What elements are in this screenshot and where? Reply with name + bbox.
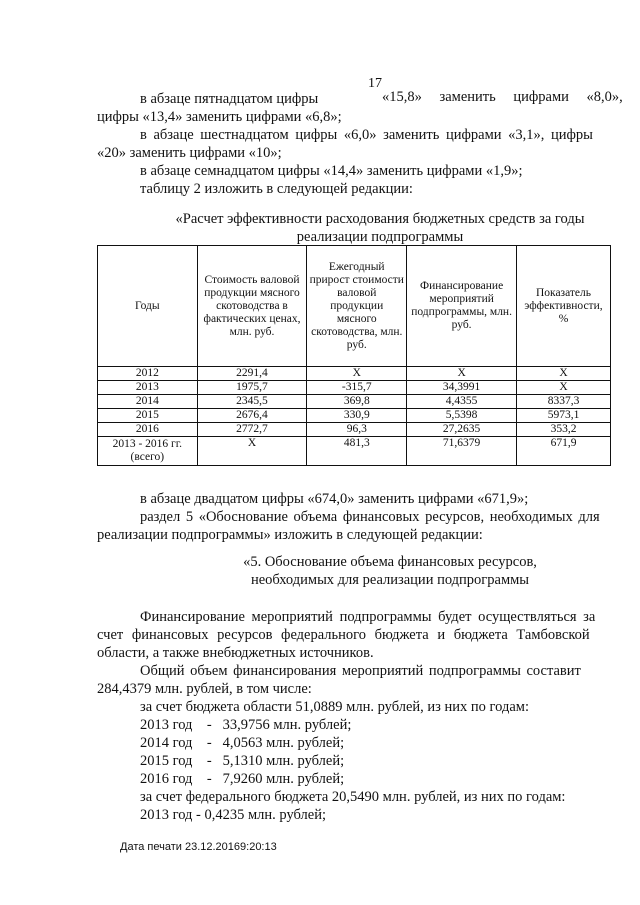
text-line: таблицу 2 изложить в следующей редакции:	[140, 181, 413, 197]
text-line: 2013 год - 0,4235 млн. рублей;	[140, 807, 327, 823]
table-row: 2012 2291,4 Х Х Х	[98, 367, 611, 381]
header-annual-growth: Ежегодный прирост стоимости валовой продукции мясного скотоводства, млн. руб.	[307, 246, 407, 367]
page-number: 17	[368, 76, 382, 91]
text-line: 2015 год - 5,1310 млн. рублей;	[140, 753, 345, 769]
table-row: 2013 1975,7 -315,7 34,3991 Х	[98, 381, 611, 395]
text-line: Финансирование мероприятий подпрограммы будет осуществляться за	[140, 609, 596, 625]
text-line: области, а также внебюджетных источников.	[97, 645, 374, 661]
text-line: 2013 год - 33,9756 млн. рублей;	[140, 717, 352, 733]
table-row-total: 2013 - 2016 гг. (всего) Х 481,3 71,6379 671,9	[98, 437, 611, 466]
text-line: в абзаце шестнадцатом цифры «6,0» заменить цифрами «3,1», цифры	[140, 127, 593, 143]
table-row: 2016 2772,7 96,3 27,2635 353,2	[98, 423, 611, 437]
table-title: «Расчет эффективности расходования бюджетных средств за годы реализации подпрограммы	[175, 211, 585, 245]
text-line: в абзаце пятнадцатом цифры	[140, 91, 319, 107]
header-efficiency: Показатель эффективности, %	[517, 246, 611, 367]
text-line: «20» заменить цифрами «10»;	[97, 145, 282, 161]
section-title: «5. Обоснование объема финансовых ресурсов, необходимых для реализации подпрограммы	[243, 554, 537, 588]
header-financing: Финансирование мероприятий подпрограммы, млн. руб.	[407, 246, 517, 367]
print-date: Дата печати 23.12.20169:20:13	[120, 841, 277, 853]
header-years: Годы	[98, 246, 198, 367]
table-row: 2014 2345,5 369,8 4,4355 8337,3	[98, 395, 611, 409]
text-line: 2014 год - 4,0563 млн. рублей;	[140, 735, 345, 751]
text-line: «15,8» заменить цифрами «8,0»,	[382, 89, 623, 105]
text-line: в абзаце семнадцатом цифры «14,4» заменить цифрами «1,9»;	[140, 163, 523, 179]
efficiency-table	[97, 245, 611, 466]
text-line: раздел 5 «Обоснование объема финансовых ресурсов, необходимых для	[140, 509, 600, 525]
text-line: в абзаце двадцатом цифры «674,0» заменить цифрами «671,9»;	[140, 491, 529, 507]
text-line: 2016 год - 7,9260 млн. рублей;	[140, 771, 345, 787]
text-line: реализации подпрограммы» изложить в следующей редакции:	[97, 527, 483, 543]
text-line: 284,4379 млн. рублей, в том числе:	[97, 681, 312, 697]
text-line: Общий объем финансирования мероприятий подпрограммы составит	[140, 663, 581, 679]
text-line: за счет бюджета области 51,0889 млн. рублей, из них по годам:	[140, 699, 529, 715]
header-production-value: Стоимость валовой продукции мясного скотоводства в фактических ценах, млн. руб.	[197, 246, 307, 367]
text-line: за счет федерального бюджета 20,5490 млн. рублей, из них по годам:	[140, 789, 566, 805]
text-line: цифры «13,4» заменить цифрами «6,8»;	[97, 109, 342, 125]
table-row: 2015 2676,4 330,9 5,5398 5973,1	[98, 409, 611, 423]
text-line: счет финансовых ресурсов федерального бюджета и бюджета Тамбовской	[97, 627, 590, 643]
